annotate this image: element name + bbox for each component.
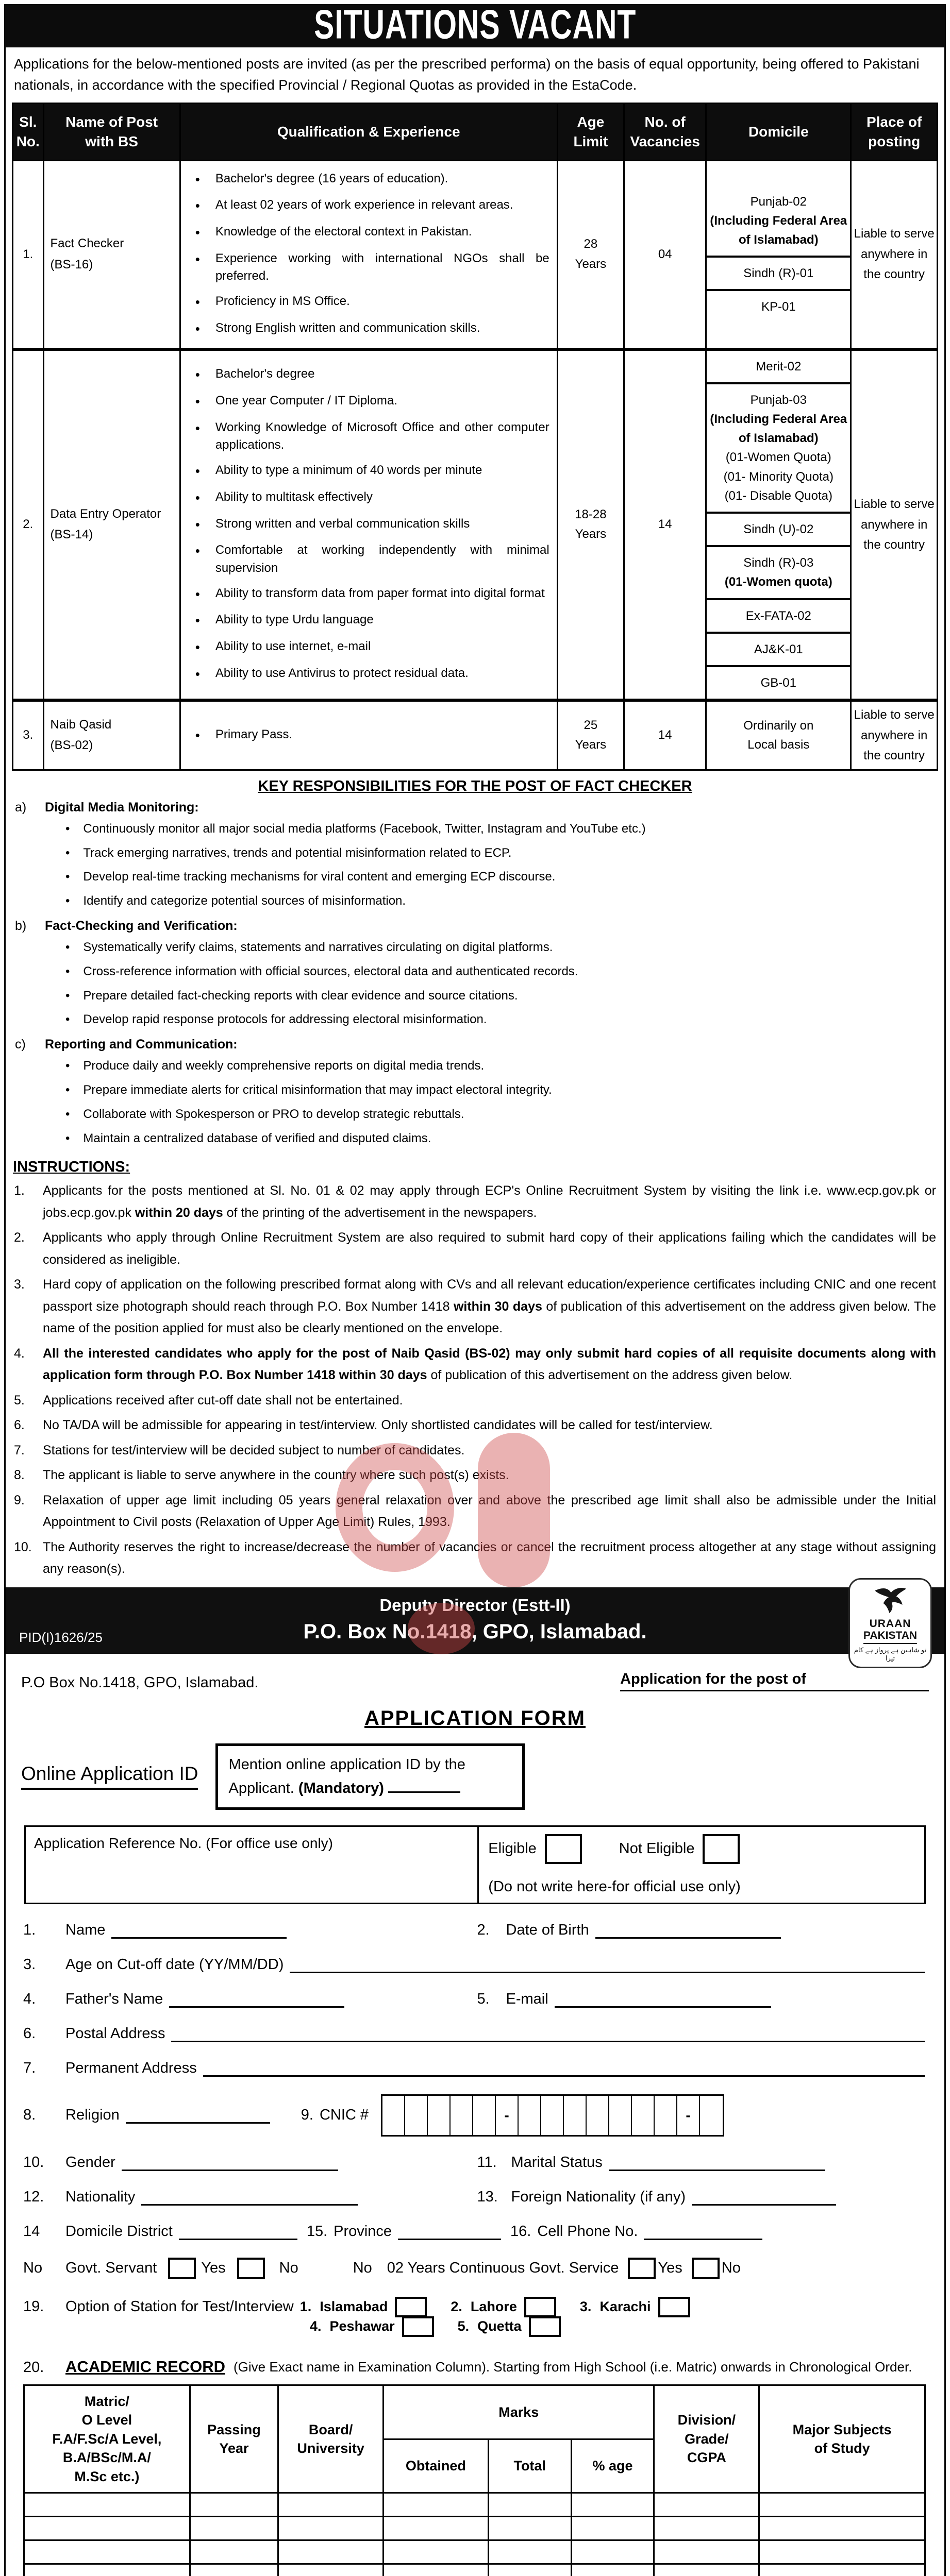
station-options-row1	[300, 2297, 714, 2317]
responsibility-bullet: • Systematically verify claims, statements and narratives circulating on digital platforms.	[65, 936, 935, 960]
sl-no: 1.	[13, 160, 44, 349]
qualification-bullet: • Ability to multitask effectively	[186, 485, 552, 512]
place-of-posting: Liable to serve anywhere in the country	[851, 700, 938, 770]
logo-urdu-tagline: تو شاہین ہے پرواز ہے کام تیرا	[854, 1646, 927, 1662]
vacancy-count: 14	[624, 349, 706, 700]
instruction-number: 6.	[14, 1418, 25, 1433]
ad-title: SITUATIONS VACANT	[313, 1, 637, 47]
application-reference-label: Application Reference No. (For office use only)	[26, 1827, 479, 1903]
province-label: Province	[334, 2223, 392, 2240]
logo-text-pakistan: PAKISTAN	[863, 1630, 917, 1644]
instruction-number: 8.	[14, 1468, 25, 1483]
cnic-box[interactable]	[473, 2096, 496, 2135]
section-label: b)	[15, 919, 27, 934]
responsibility-bullet: • Produce daily and weekly comprehensive reports on digital media trends.	[65, 1054, 935, 1078]
instruction-number: 10.	[14, 1539, 32, 1554]
not-eligible-checkbox[interactable]	[703, 1834, 740, 1864]
qualification-bullet: • Proficiency in MS Office.	[186, 289, 552, 316]
qualification-bullet: • Ability to transform data from paper format into digital format	[186, 581, 552, 608]
instruction-text: Applicants who apply through Online Recruitment System are also required to submit hard copy of their applications failing which the candidates will be considered as ineligible.	[43, 1230, 936, 1267]
responsibility-bullet: • Prepare immediate alerts for critical misinformation that may impact electoral integrity.	[65, 1078, 935, 1103]
form-title: APPLICATION FORM	[364, 1706, 586, 1730]
cnic-box[interactable]: -	[496, 2096, 519, 2135]
cnic-box[interactable]	[564, 2096, 587, 2135]
instruction-item	[6, 1343, 944, 1386]
service-no-checkbox[interactable]	[692, 2258, 720, 2279]
domicile-entry: Punjab-03 (Including Federal Area of Islamabad) (01-Women Quota) (01- Minority Quota) (01- Disable Quota)	[707, 384, 850, 514]
qualification-bullet: • Comfortable at working independently with minimal supervision	[186, 538, 552, 581]
responsibility-section-b	[6, 919, 944, 1032]
acad-col-passing-year: Passing Year	[190, 2385, 278, 2493]
govt-servant-yes-checkbox[interactable]	[168, 2258, 196, 2279]
academic-record-table	[23, 2384, 926, 2576]
foreign-nationality-field[interactable]	[692, 2189, 836, 2206]
section-heading: Reporting and Communication:	[45, 1037, 238, 1052]
acad-col-examination: Matric/ O Level F.A/F.Sc/A Level, B.A/BSc/M.A/ M.Sc etc.)	[24, 2385, 190, 2493]
instruction-text: All the interested candidates who apply for the post of Naib Qasid (BS-02) may only submit hard copies of all requisite documents along with application form through P.O. Box Number 1418 within 30 days of publication of this advertisement on the address given below.	[43, 1346, 936, 1383]
instruction-number: 1.	[14, 1183, 25, 1198]
acad-col-marks: Marks	[384, 2385, 654, 2439]
responsibility-bullet: • Develop real-time tracking mechanisms for viral content and emerging ECP discourse.	[65, 865, 935, 889]
cnic-box[interactable]	[428, 2096, 451, 2135]
online-application-id-box[interactable]: Mention online application ID by the Applicant. (Mandatory)	[215, 1743, 525, 1810]
permanent-address-label: Permanent Address	[65, 2059, 197, 2076]
instruction-text: Hard copy of application on the following prescribed format along with CVs and all relevant education/experience certificates including CNIC and one recent passport size photograph should reach through P.O. Box Number 1418 within 30 days of publication of this advertisement on the address given below. The name of the position applied for must also be clearly mentioned on the envelope.	[43, 1277, 936, 1336]
acad-col-total: Total	[488, 2439, 571, 2493]
section-label: c)	[15, 1037, 26, 1052]
domicile-entry: Merit-02	[707, 351, 850, 384]
service-no-label: No	[721, 2260, 741, 2277]
qualification-cell	[180, 160, 557, 349]
cnic-box[interactable]	[609, 2096, 632, 2135]
cell-phone-label: Cell Phone No.	[537, 2223, 638, 2240]
academic-empty-row[interactable]	[24, 2564, 925, 2576]
place-of-posting: Liable to serve anywhere in the country	[851, 160, 938, 349]
dob-field[interactable]	[595, 1922, 781, 1939]
sl-no: 3.	[13, 700, 44, 770]
station-option: 1. Islamabad	[300, 2297, 427, 2317]
cnic-box[interactable]: -	[677, 2096, 700, 2135]
signatory-address: P.O. Box No.1418, GPO, Islamabad.	[303, 1620, 647, 1643]
academic-empty-row[interactable]	[24, 2540, 925, 2564]
post-of-blank[interactable]	[810, 1667, 929, 1684]
domicile-entry: Punjab-02 (Including Federal Area of Islamabad)	[707, 186, 850, 258]
station-option: 3. Karachi	[580, 2297, 690, 2317]
application-post-of: Application for the post of	[620, 1667, 929, 1691]
qualification-bullet: • Strong English written and communication skills.	[186, 316, 552, 343]
permanent-address-field[interactable]	[203, 2060, 925, 2077]
acad-col-obtained: Obtained	[384, 2439, 489, 2493]
instruction-text: The applicant is liable to serve anywhere in the country where such post(s) exists.	[43, 1468, 509, 1483]
service-yes-checkbox[interactable]	[628, 2258, 656, 2279]
qualification-bullet: • Working Knowledge of Microsoft Office and other computer applications.	[186, 415, 552, 459]
father-name-label: Father's Name	[65, 1990, 163, 2007]
responsibility-bullet: • Track emerging narratives, trends and potential misinformation related to ECP.	[65, 841, 935, 866]
foreign-nationality-label: Foreign Nationality (if any)	[511, 2188, 686, 2205]
responsibility-bullet: • Identify and categorize potential sources of misinformation.	[65, 889, 935, 913]
responsibility-bullet: • Cross-reference information with official sources, electoral data and authenticated records.	[65, 960, 935, 984]
station-checkbox[interactable]	[658, 2297, 690, 2317]
instruction-text: Applications received after cut-off date shall not be entertained.	[43, 1393, 403, 1408]
qualification-bullet: • Bachelor's degree	[186, 362, 552, 388]
responsibilities-title: KEY RESPONSIBILITIES FOR THE POST OF FACT CHECKER	[258, 777, 692, 794]
qualification-bullet: • At least 02 years of work experience in relevant areas.	[186, 193, 552, 219]
col-vacancies: No. of Vacancies	[624, 104, 706, 161]
acad-col-board: Board/ University	[278, 2385, 384, 2493]
cnic-box[interactable]	[655, 2096, 677, 2135]
cnic-box[interactable]	[519, 2096, 541, 2135]
instructions-title: INSTRUCTIONS:	[13, 1159, 130, 1176]
instruction-number: 5.	[14, 1393, 25, 1408]
father-name-field[interactable]	[169, 1991, 344, 2008]
academic-record-note: (Give Exact name in Examination Column). Starting from High School (i.e. Matric) onwards in Chronological Order.	[234, 2359, 912, 2375]
govt-servant-no-checkbox[interactable]	[237, 2258, 265, 2279]
province-field[interactable]	[398, 2224, 501, 2240]
religion-label: Religion	[65, 2107, 120, 2124]
vacancy-count: 04	[624, 160, 706, 349]
qualification-cell	[180, 349, 557, 700]
instruction-text: Stations for test/interview will be decided subject to number of candidates.	[43, 1443, 465, 1458]
qualification-bullet: • One year Computer / IT Diploma.	[186, 388, 552, 415]
cnic-box[interactable]	[541, 2096, 564, 2135]
age-cutoff-label: Age on Cut-off date (YY/MM/DD)	[65, 1956, 284, 1973]
nationality-label: Nationality	[65, 2188, 136, 2205]
age-limit: 25 Years	[557, 700, 624, 770]
logo-text-uraan: URAAN	[869, 1617, 911, 1630]
instruction-item	[6, 1227, 944, 1270]
place-of-posting: Liable to serve anywhere in the country	[851, 349, 938, 700]
col-qualification: Qualification & Experience	[180, 104, 557, 161]
email-label: E-mail	[506, 1990, 548, 2007]
responsibility-bullet: • Prepare detailed fact-checking reports with clear evidence and source citations.	[65, 984, 935, 1008]
eligible-label: Eligible	[488, 1840, 537, 1857]
instruction-item	[6, 1464, 944, 1486]
not-eligible-label: Not Eligible	[619, 1840, 695, 1857]
instruction-item	[6, 1180, 944, 1224]
domicile-entry: Ordinarily on Local basis	[743, 719, 814, 752]
ad-masthead	[4, 1, 946, 47]
col-domicile: Domicile	[706, 104, 851, 161]
domicile-cell	[706, 160, 851, 349]
acad-col-division: Division/ Grade/ CGPA	[654, 2385, 759, 2493]
bird-icon	[853, 1585, 927, 1618]
domicile-entry: Sindh (R)-03 (01-Women quota)	[707, 547, 850, 600]
post-name: Naib Qasid (BS-02)	[43, 700, 180, 770]
cnic-box[interactable]	[382, 2096, 405, 2135]
domicile-cell	[706, 700, 851, 770]
qualification-bullet: • Primary Pass.	[186, 722, 552, 749]
dob-label: Date of Birth	[506, 1921, 589, 1938]
signatory-designation: Deputy Director (Estt-II)	[379, 1595, 571, 1615]
qualification-bullet: • Bachelor's degree (16 years of education).	[186, 166, 552, 193]
marital-status-field[interactable]	[609, 2155, 825, 2171]
post-name: Fact Checker (BS-16)	[43, 160, 180, 349]
vacancy-count: 14	[624, 700, 706, 770]
post-name: Data Entry Operator (BS-14)	[43, 349, 180, 700]
instructions-list	[6, 1180, 944, 1580]
application-form: P.O Box No.1418, GPO, Islamabad. Application for the post of APPLICATION FORM Online Application ID Mention online application ID by the Applicant. (Mandatory) Application Reference No. (For office use only) Eligible Not Eligible (Do not write here-for official use only) 1. Name 2. Date of Birth 3. Age on Cut-off date (YY/MM/DD) 4. Father's Name 5. E-mail 6. Postal Address 7. Permanent Address 8. Religion 9. CNIC # - - 10. Gender 11. Marital Status 12. Nationality 13. Foreign Nationality (if any) 14 Domicile District 15. Province 16. Cell Phone No. No Govt. Servant Yes No No 02 Years Continuous Govt. Service Yes No 19. Option of Station for Test/Interview 1. Islamabad 2. Lahore 3. Karachi 4. Peshawar 5. Quetta 20. ACADEMIC RECORD (Give Exact name in Examination Column). Starting from High School (i.e. Matric) onwards in Chronological Order. Matric/ O Level F.A/F.Sc/A Level, B.A/BSc/M.A/ M.Sc etc.) Passing Year Board/ University Marks Division/ Grade/ CGPA Major Subjects of Study Obtained Total % age	[6, 1654, 944, 2576]
responsibility-bullet: • Maintain a centralized database of verified and disputed claims.	[65, 1127, 935, 1151]
postal-address-field[interactable]	[171, 2026, 925, 2042]
qualification-cell	[180, 700, 557, 770]
online-id-blank[interactable]	[388, 1776, 460, 1793]
domicile-cell	[706, 349, 851, 700]
instruction-item	[6, 1536, 944, 1580]
continuous-service-label: 02 Years Continuous Govt. Service	[387, 2260, 619, 2277]
section-label: a)	[15, 800, 27, 815]
instruction-text: No TA/DA will be admissible for appearing in test/interview. Only shortlisted candidates will be called for test/interview.	[43, 1418, 713, 1433]
instruction-item	[6, 1489, 944, 1533]
section-heading: Digital Media Monitoring:	[45, 800, 199, 815]
signatory-bar	[6, 1587, 944, 1662]
col-place-posting: Place of posting	[851, 104, 938, 161]
govt-servant-label: Govt. Servant	[65, 2260, 157, 2277]
responsibility-section-c	[6, 1037, 944, 1150]
post-row-naib-qasid	[13, 700, 938, 770]
station-option: 2. Lahore	[451, 2297, 556, 2317]
col-post-name: Name of Post with BS	[43, 104, 180, 161]
instruction-item	[6, 1439, 944, 1462]
qualification-bullet: • Knowledge of the electoral context in Pakistan.	[186, 219, 552, 246]
station-option: 4. Peshawar	[310, 2316, 434, 2337]
instruction-item	[6, 1389, 944, 1412]
nationality-field[interactable]	[141, 2189, 358, 2206]
academic-empty-row[interactable]	[24, 2517, 925, 2540]
age-limit: 28 Years	[557, 160, 624, 349]
cnic-box[interactable]	[451, 2096, 473, 2135]
postal-address-label: Postal Address	[65, 2025, 165, 2042]
age-limit: 18-28 Years	[557, 349, 624, 700]
instruction-text: The Authority reserves the right to increase/decrease the number of vacancies or cancel the recruitment process altogether at any stage without assigning any reason(s).	[43, 1539, 936, 1577]
qualification-bullet: • Experience working with international NGOs shall be preferred.	[186, 246, 552, 290]
cnic-box[interactable]	[587, 2096, 609, 2135]
pid-number: PID(I)1626/25	[19, 1629, 103, 1645]
uraan-pakistan-logo	[848, 1578, 932, 1668]
domicile-entry: Sindh (R)-01	[707, 258, 850, 291]
online-application-id-label: Online Application ID	[21, 1763, 198, 1790]
official-use-note: (Do not write here-for official use only)	[488, 1878, 741, 1895]
form-po-box: P.O Box No.1418, GPO, Islamabad.	[21, 1674, 259, 1691]
cnic-label: CNIC #	[319, 2107, 369, 2124]
ad-frame	[4, 47, 946, 2576]
eligible-checkbox[interactable]	[545, 1834, 582, 1864]
responsibility-section-a	[6, 800, 944, 913]
domicile-entry: Sindh (U)-02	[707, 514, 850, 547]
domicile-entry: Ex-FATA-02	[707, 600, 850, 634]
acad-col-percentage: % age	[571, 2439, 654, 2493]
marital-status-label: Marital Status	[511, 2154, 603, 2171]
intro-paragraph: Applications for the below-mentioned posts are invited (as per the prescribed performa) on the basis of equal opportunity, being offered to Pakistani nationals, in accordance with the specified Provincial / Regional Quotas as provided in the EstaCode.	[14, 56, 920, 93]
instruction-number: 4.	[14, 1346, 25, 1361]
cnic-boxes	[381, 2094, 724, 2137]
posts-table	[12, 103, 938, 771]
acad-col-subjects: Major Subjects of Study	[759, 2385, 925, 2493]
email-field[interactable]	[555, 1991, 771, 2008]
responsibility-bullet: • Develop rapid response protocols for addressing electoral misinformation.	[65, 1008, 935, 1032]
qualification-bullet: • Ability to type a minimum of 40 words per minute	[186, 458, 552, 485]
col-age-limit: Age Limit	[557, 104, 624, 161]
section-heading: Fact-Checking and Verification:	[45, 919, 238, 934]
station-option: 5. Quetta	[458, 2316, 561, 2337]
instruction-number: 3.	[14, 1277, 25, 1292]
name-field[interactable]	[111, 1922, 287, 1939]
post-row-data-entry-operator	[13, 349, 938, 700]
instruction-item	[6, 1414, 944, 1436]
instruction-item	[6, 1274, 944, 1340]
gender-field[interactable]	[122, 2155, 338, 2171]
gender-label: Gender	[65, 2154, 115, 2171]
responsibility-bullet: • Continuously monitor all major social media platforms (Facebook, Twitter, Instagram and YouTube etc.)	[65, 817, 935, 841]
station-checkbox[interactable]	[524, 2297, 556, 2317]
academic-empty-row[interactable]	[24, 2493, 925, 2517]
domicile-entry: KP-01	[761, 300, 796, 314]
qualification-bullet: • Strong written and verbal communication skills	[186, 512, 552, 538]
cell-phone-field[interactable]	[644, 2224, 762, 2240]
station-option-label: Option of Station for Test/Interview	[65, 2298, 294, 2315]
cnic-box[interactable]	[700, 2096, 723, 2135]
age-cutoff-field[interactable]	[290, 1957, 925, 1973]
reference-box	[24, 1825, 926, 1904]
col-sl-no: Sl. No.	[13, 104, 44, 161]
cnic-box[interactable]	[405, 2096, 428, 2135]
domicile-entry: GB-01	[760, 675, 796, 690]
religion-field[interactable]	[126, 2107, 270, 2124]
academic-record-title: ACADEMIC RECORD	[65, 2357, 225, 2376]
domicile-district-field[interactable]	[179, 2224, 297, 2240]
name-label: Name	[65, 1921, 106, 1938]
qualification-bullet: • Ability to use Antivirus to protect residual data.	[186, 661, 552, 688]
posts-table-header-row	[13, 104, 938, 161]
sl-no: 2.	[13, 349, 44, 700]
domicile-entry: AJ&K-01	[707, 634, 850, 667]
domicile-district-label: Domicile District	[65, 2223, 173, 2240]
station-checkbox[interactable]	[395, 2297, 427, 2317]
instruction-number: 2.	[14, 1230, 25, 1245]
post-row-fact-checker	[13, 160, 938, 349]
instruction-number: 9.	[14, 1493, 25, 1507]
govt-servant-no-label: No	[279, 2260, 298, 2277]
responsibility-bullet: • Collaborate with Spokesperson or PRO to develop strategic rebuttals.	[65, 1103, 935, 1127]
instruction-number: 7.	[14, 1443, 25, 1458]
qualification-bullet: • Ability to use internet, e-mail	[186, 634, 552, 661]
instruction-text: Applicants for the posts mentioned at Sl. No. 01 & 02 may apply through ECP's Online Recruitment System by visiting the link i.e. www.ecp.gov.pk or jobs.ecp.gov.pk within 20 days of the printing of the advertisement in the newspapers.	[43, 1183, 936, 1220]
cnic-box[interactable]	[632, 2096, 655, 2135]
instruction-text: Relaxation of upper age limit including 05 years general relaxation over and above the prescribed age limit shall also be admissible under the Initial Appointment to Civil posts (Relaxation of Upper Age Limit) Rules, 1993.	[43, 1493, 936, 1530]
qualification-bullet: • Ability to type Urdu language	[186, 607, 552, 634]
